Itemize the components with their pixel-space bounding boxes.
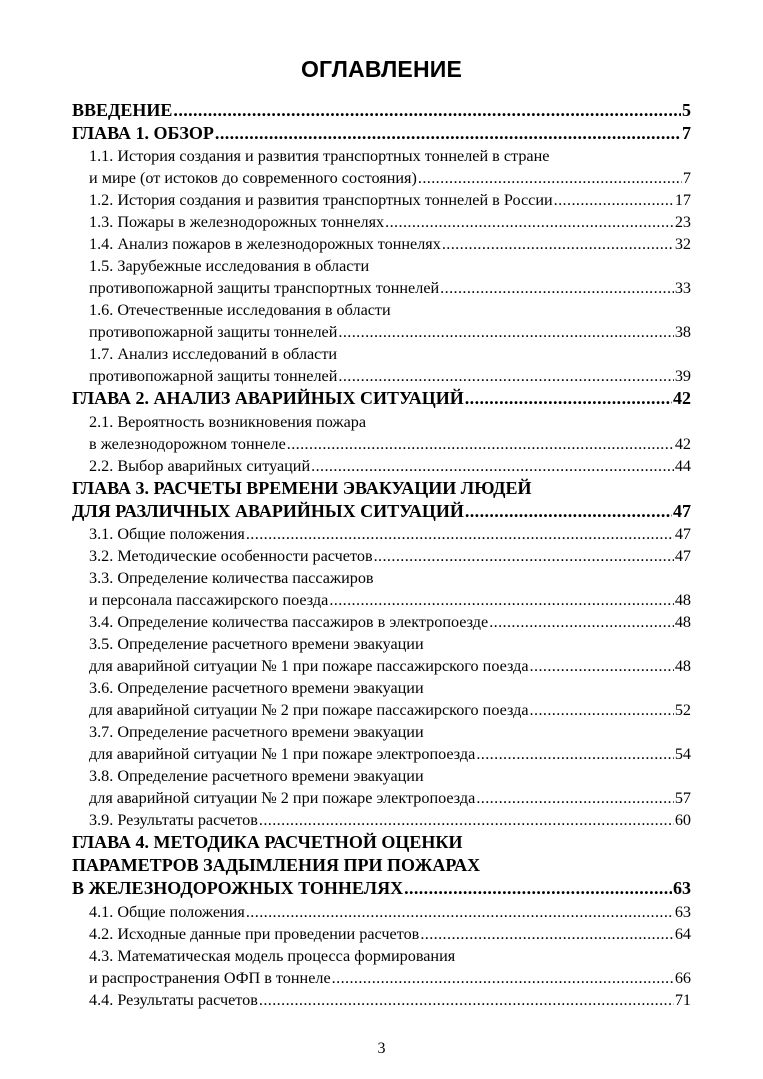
toc-entry-line	[89, 255, 691, 277]
toc-entry-line	[89, 411, 691, 433]
toc-page-number: 39	[674, 367, 691, 386]
toc-section-entry[interactable]	[72, 945, 691, 989]
dot-leader	[476, 787, 673, 809]
dot-leader	[420, 923, 674, 945]
dot-leader	[329, 589, 673, 611]
toc-entry-title: В ЖЕЛЕЗНОДОРОЖНЫХ ТОННЕЛЯХ	[72, 878, 404, 899]
toc-entry-title: 3.6. Определение расчетного времени эвакуации	[89, 678, 424, 697]
toc-entry-line	[89, 633, 691, 655]
dot-leader	[465, 387, 672, 410]
toc-page-number: 47	[674, 546, 691, 565]
toc-section-entry[interactable]	[72, 233, 691, 255]
toc-entry-title: 3.5. Определение расчетного времени эвакуации	[89, 634, 424, 653]
toc-entry-line	[89, 299, 691, 321]
toc-entry-title: 3.4. Определение количества пассажиров в электропоезде	[89, 612, 489, 631]
toc-section-entry[interactable]	[72, 809, 691, 831]
toc-entry-line	[89, 277, 691, 299]
dot-leader	[173, 99, 681, 122]
toc-chapter-entry[interactable]	[72, 477, 691, 523]
toc-entry-line	[89, 923, 691, 945]
toc-entry-line	[72, 387, 691, 410]
dot-leader	[404, 877, 672, 900]
toc-section-entry[interactable]	[72, 523, 691, 545]
toc-entry-title: 3.7. Определение расчетного времени эвакуации	[89, 722, 424, 741]
toc-entry-line	[89, 365, 691, 387]
dot-leader	[476, 743, 673, 765]
toc-entry-title: для аварийной ситуации № 2 при пожаре электропоезда	[89, 788, 476, 807]
toc-page-number: 38	[674, 323, 691, 342]
dot-leader	[287, 433, 674, 455]
toc-page-number: 52	[674, 700, 691, 719]
toc-section-entry[interactable]	[72, 677, 691, 721]
toc-page-number: 66	[674, 968, 691, 987]
toc-section-entry[interactable]	[72, 411, 691, 455]
toc-entry-title: для аварийной ситуации № 2 при пожаре пассажирского поезда	[89, 700, 529, 719]
dot-leader	[385, 211, 674, 233]
dot-leader	[530, 699, 674, 721]
toc-entry-title: 1.1. История создания и развития транспортных тоннелей в стране	[89, 147, 550, 166]
toc-section-entry[interactable]	[72, 633, 691, 677]
table-of-contents	[72, 99, 691, 1011]
toc-entry-title: 1.3. Пожары в железнодорожных тоннелях	[89, 213, 385, 232]
toc-entry-line	[72, 831, 691, 854]
toc-entry-title: противопожарной защиты тоннелей	[89, 367, 338, 386]
toc-page-number: 5	[682, 100, 691, 120]
toc-entry-line	[89, 343, 691, 365]
toc-section-entry[interactable]	[72, 211, 691, 233]
toc-entry-title: 1.2. История создания и развития транспортных тоннелей в России	[89, 191, 553, 210]
toc-entry-title: ДЛЯ РАЗЛИЧНЫХ АВАРИЙНЫХ СИТУАЦИЙ	[72, 500, 464, 521]
dot-leader	[311, 455, 674, 477]
toc-page-number: 57	[674, 788, 691, 807]
toc-page-number: 42	[673, 388, 691, 409]
dot-leader	[246, 901, 674, 923]
toc-entry-title: 4.2. Исходные данные при проведении расчетов	[89, 924, 420, 943]
toc-entry-line	[89, 989, 691, 1011]
dot-leader	[259, 989, 674, 1011]
toc-entry-title: в железнодорожном тоннеле	[89, 434, 286, 453]
toc-entry-title: 1.5. Зарубежные исследования в области	[89, 257, 370, 276]
toc-entry-line	[89, 655, 691, 677]
toc-page-number: 71	[674, 990, 691, 1009]
toc-entry-line	[89, 809, 691, 831]
toc-entry-line	[89, 167, 691, 189]
toc-entry-title: 1.6. Отечественные исследования в области	[89, 301, 391, 320]
toc-entry-line	[89, 189, 691, 211]
toc-entry-title: 1.7. Анализ исследований в области	[89, 345, 338, 364]
toc-entry-title: противопожарной защиты тоннелей	[89, 323, 338, 342]
toc-entry-title: 3.9. Результаты расчетов	[89, 810, 258, 829]
toc-entry-line	[72, 477, 691, 500]
toc-page-number: 47	[673, 500, 691, 521]
toc-section-entry[interactable]	[72, 611, 691, 633]
toc-page-number: 17	[674, 191, 691, 210]
toc-entry-line	[72, 854, 691, 877]
toc-entry-title: ГЛАВА 4. МЕТОДИКА РАСЧЕТНОЙ ОЦЕНКИ	[72, 831, 463, 852]
toc-entry-title: ПАРАМЕТРОВ ЗАДЫМЛЕНИЯ ПРИ ПОЖАРАХ	[72, 855, 481, 876]
toc-entry-line	[89, 455, 691, 477]
toc-entry-line	[89, 765, 691, 787]
toc-entry-line	[72, 99, 691, 122]
toc-entry-title: для аварийной ситуации № 1 при пожаре пассажирского поезда	[89, 656, 529, 675]
toc-entry-title: 4.1. Общие положения	[89, 902, 245, 921]
toc-section-entry[interactable]	[72, 299, 691, 343]
dot-leader	[259, 809, 674, 831]
toc-entry-line	[89, 433, 691, 455]
toc-section-entry[interactable]	[72, 343, 691, 387]
toc-section-entry[interactable]	[72, 901, 691, 923]
toc-page-number: 42	[674, 434, 691, 453]
dot-leader	[530, 655, 674, 677]
toc-page-number: 7	[682, 123, 691, 144]
toc-entry-line	[89, 545, 691, 567]
dot-leader	[338, 321, 673, 343]
toc-section-entry[interactable]	[72, 189, 691, 211]
toc-entry-title: для аварийной ситуации № 1 при пожаре электропоезда	[89, 744, 476, 763]
toc-entry-line	[89, 967, 691, 989]
toc-section-entry[interactable]	[72, 255, 691, 299]
toc-page-number: 63	[674, 902, 691, 921]
toc-page-number: 48	[674, 590, 691, 609]
dot-leader	[215, 122, 681, 145]
toc-page-number: 48	[674, 612, 691, 631]
toc-page-number: 47	[674, 524, 691, 543]
page-title: ОГЛАВЛЕНИЕ	[300, 56, 463, 82]
dot-leader	[440, 277, 674, 299]
toc-entry-line	[89, 677, 691, 699]
toc-page-number: 54	[674, 744, 691, 763]
dot-leader	[246, 523, 674, 545]
toc-entry-title: 3.2. Методические особенности расчетов	[89, 546, 373, 565]
toc-entry-title: и мире (от истоков до современного состояния)	[89, 169, 417, 188]
toc-page-number: 60	[674, 810, 691, 829]
toc-entry-title: 4.4. Результаты расчетов	[89, 990, 258, 1009]
toc-entry-line	[89, 321, 691, 343]
toc-entry-line	[89, 567, 691, 589]
toc-entry-line	[89, 211, 691, 233]
toc-page-number: 48	[674, 656, 691, 675]
toc-entry-title: и распространения ОФП в тоннеле	[89, 968, 331, 987]
toc-entry-line	[89, 721, 691, 743]
toc-page-number: 7	[682, 169, 691, 188]
toc-page-number: 63	[673, 878, 691, 899]
toc-entry-line	[89, 945, 691, 967]
toc-entry-title: 4.3. Математическая модель процесса формирования	[89, 946, 456, 965]
toc-entry-line	[89, 145, 691, 167]
toc-entry-title: ГЛАВА 3. РАСЧЕТЫ ВРЕМЕНИ ЭВАКУАЦИИ ЛЮДЕЙ	[72, 477, 532, 498]
toc-entry-title: ВВЕДЕНИЕ	[72, 100, 173, 120]
toc-section-entry[interactable]	[72, 923, 691, 945]
page-number: 3	[377, 1040, 386, 1057]
toc-entry-line	[72, 500, 691, 523]
toc-entry-line	[72, 122, 691, 145]
toc-chapter-entry[interactable]	[72, 99, 691, 122]
dot-leader	[442, 233, 674, 255]
dot-leader	[332, 967, 674, 989]
toc-page-number: 32	[674, 235, 691, 254]
toc-entry-title: и персонала пассажирского поезда	[89, 590, 329, 609]
toc-entry-title: 2.1. Вероятность возникновения пожара	[89, 412, 367, 431]
toc-section-entry[interactable]	[72, 455, 691, 477]
toc-entry-title: 3.3. Определение количества пассажиров	[89, 568, 374, 587]
toc-chapter-entry[interactable]	[72, 122, 691, 145]
toc-page-number: 23	[674, 213, 691, 232]
toc-section-entry[interactable]	[72, 989, 691, 1011]
dot-leader	[418, 167, 682, 189]
toc-entry-title: 3.1. Общие положения	[89, 524, 245, 543]
toc-section-entry[interactable]	[72, 567, 691, 611]
dot-leader	[374, 545, 674, 567]
toc-entry-title: 3.8. Определение расчетного времени эвакуации	[89, 766, 424, 785]
toc-entry-title: ГЛАВА 1. ОБЗОР	[72, 123, 214, 144]
toc-chapter-entry[interactable]	[72, 387, 691, 410]
toc-entry-line	[89, 743, 691, 765]
toc-page-number: 33	[674, 279, 691, 298]
toc-entry-line	[89, 611, 691, 633]
toc-section-entry[interactable]	[72, 545, 691, 567]
toc-entry-line	[72, 877, 691, 900]
toc-section-entry[interactable]	[72, 765, 691, 809]
toc-entry-line	[89, 233, 691, 255]
toc-entry-title: 2.2. Выбор аварийных ситуаций	[89, 456, 311, 475]
toc-chapter-entry[interactable]	[72, 831, 691, 901]
toc-entry-line	[89, 523, 691, 545]
toc-entry-line	[89, 589, 691, 611]
dot-leader	[465, 500, 672, 523]
toc-page-number: 64	[674, 924, 691, 943]
toc-entry-line	[89, 699, 691, 721]
toc-entry-title: 1.4. Анализ пожаров в железнодорожных тоннелях	[89, 235, 441, 254]
toc-page-number: 44	[674, 456, 691, 475]
toc-section-entry[interactable]	[72, 145, 691, 189]
dot-leader	[489, 611, 674, 633]
toc-entry-line	[89, 787, 691, 809]
toc-entry-title: ГЛАВА 2. АНАЛИЗ АВАРИЙНЫХ СИТУАЦИЙ	[72, 388, 464, 409]
toc-section-entry[interactable]	[72, 721, 691, 765]
toc-entry-title: противопожарной защиты транспортных тоннелей	[89, 279, 440, 298]
toc-entry-line	[89, 901, 691, 923]
dot-leader	[338, 365, 673, 387]
dot-leader	[554, 189, 674, 211]
